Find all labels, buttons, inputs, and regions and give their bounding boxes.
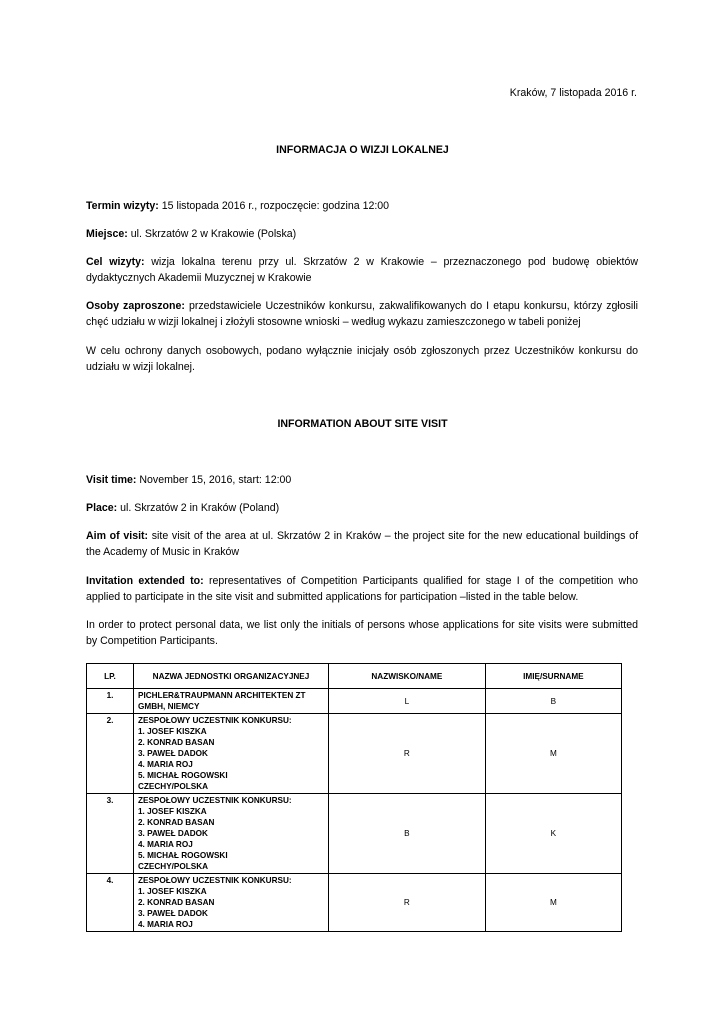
table-row [87,794,622,874]
table-row [87,689,622,714]
participants-table [86,663,622,932]
visit-term-value: 15 listopada 2016 r., rozpoczęcie: godzina 12:00 [158,200,390,212]
organization-line: ZESPOŁOWY UCZESTNIK KONKURSU: [138,876,292,885]
visit-time-value: November 15, 2016, start: 12:00 [136,474,292,486]
place [86,500,638,516]
organization-line: 3. PAWEŁ DADOK [138,829,208,838]
invited-persons [86,298,638,330]
visit-aim [86,254,638,286]
organization-line: 2. KONRAD BASAN [138,738,215,747]
place-label: Place: [86,502,118,514]
personal-data-note: In order to protect personal data, we list only the initials of persons whose applications for site visits were submitted by Competition Participants. [86,619,638,647]
header-lp: LP. [87,664,134,689]
row-number: 3. [87,794,134,874]
organization-name [134,874,329,932]
visit-term-label: Termin wizyty: [86,200,159,212]
organization-line: 4. MARIA ROJ [138,920,193,929]
visit-time [86,472,638,488]
aim-of-visit [86,528,638,560]
aim-of-visit-value: site visit of the area at ul. Skrzatów 2 in Kraków – the project site for the new educational buildings of the Academy of Music in Kraków [86,530,639,558]
row-number: 2. [87,714,134,794]
table-row [87,874,622,932]
invited-persons-value: przedstawiciele Uczestników konkursu, zakwalifikowanych do I etapu konkursu, którzy zgłosili chęć udziału w wizji lokalnej i złożyli stosowne wnioski – według wykazu zamieszczonego w tabeli poniżej [86,300,638,328]
name-initial: L [329,689,486,714]
visit-place-label: Miejsce: [86,228,128,240]
english-title: INFORMATION ABOUT SITE VISIT [277,418,448,430]
surname-initial: B [485,689,621,714]
table-header-row [87,664,622,689]
surname-initial: M [485,714,621,794]
header-surname: IMIĘ/SURNAME [485,664,621,689]
organization-line: 2. KONRAD BASAN [138,818,215,827]
data-protection-note: W celu ochrony danych osobowych, podano wyłącznie inicjały osób zgłoszonych przez Uczestników konkursu do udziału w wizji lokalnej. [86,345,638,373]
visit-time-label: Visit time: [86,474,137,486]
header-org: NAZWA JEDNOSTKI ORGANIZACYJNEJ [134,664,329,689]
organization-line: 1. JOSEF KISZKA [138,727,207,736]
organization-line: GMBH, NIEMCY [138,702,200,711]
polish-title: INFORMACJA O WIZJI LOKALNEJ [276,144,449,156]
place-value: ul. Skrzatów 2 in Kraków (Poland) [117,502,280,514]
organization-line: CZECHY/POLSKA [138,782,209,791]
visit-place-value: ul. Skrzatów 2 w Krakowie (Polska) [127,228,297,240]
organization-name [134,794,329,874]
organization-line: ZESPOŁOWY UCZESTNIK KONKURSU: [138,796,292,805]
name-initial: R [329,874,486,932]
header-name: NAZWISKO/NAME [329,664,486,689]
organization-line: 4. MARIA ROJ [138,760,193,769]
organization-line: 1. JOSEF KISZKA [138,887,207,896]
organization-line: PICHLER&TRAUPMANN ARCHITEKTEN ZT [138,691,306,700]
name-initial: B [329,794,486,874]
table-row [87,714,622,794]
visit-term [86,198,638,214]
name-initial: R [329,714,486,794]
visit-aim-label: Cel wizyty: [86,256,145,268]
aim-of-visit-label: Aim of visit: [86,530,149,542]
organization-line: 2. KONRAD BASAN [138,898,215,907]
organization-name [134,689,329,714]
organization-line: CZECHY/POLSKA [138,862,209,871]
organization-line: ZESPOŁOWY UCZESTNIK KONKURSU: [138,716,292,725]
table-body [87,689,622,932]
organization-line: 5. MICHAŁ ROGOWSKI [138,771,228,780]
invited-persons-label: Osoby zaproszone: [86,300,185,312]
invitation [86,573,638,605]
document-date: Kraków, 7 listopada 2016 r. [509,87,637,99]
surname-initial: M [485,874,621,932]
invitation-label: Invitation extended to: [86,575,204,587]
surname-initial: K [485,794,621,874]
organization-line: 3. PAWEŁ DADOK [138,749,208,758]
organization-name [134,714,329,794]
organization-line: 4. MARIA ROJ [138,840,193,849]
visit-aim-value: wizja lokalna terenu przy ul. Skrzatów 2 w Krakowie – przeznaczonego pod budowę obiektów dydaktycznych Akademii Muzycznej w Krakowie [86,256,639,284]
row-number: 4. [87,874,134,932]
organization-line: 1. JOSEF KISZKA [138,807,207,816]
organization-line: 3. PAWEŁ DADOK [138,909,208,918]
row-number: 1. [87,689,134,714]
organization-line: 5. MICHAŁ ROGOWSKI [138,851,228,860]
invitation-value: representatives of Competition Participants qualified for stage I of the competition who applied to participate in the site visit and submitted applications for participation –listed in the table below. [86,575,638,603]
visit-place [86,226,638,242]
